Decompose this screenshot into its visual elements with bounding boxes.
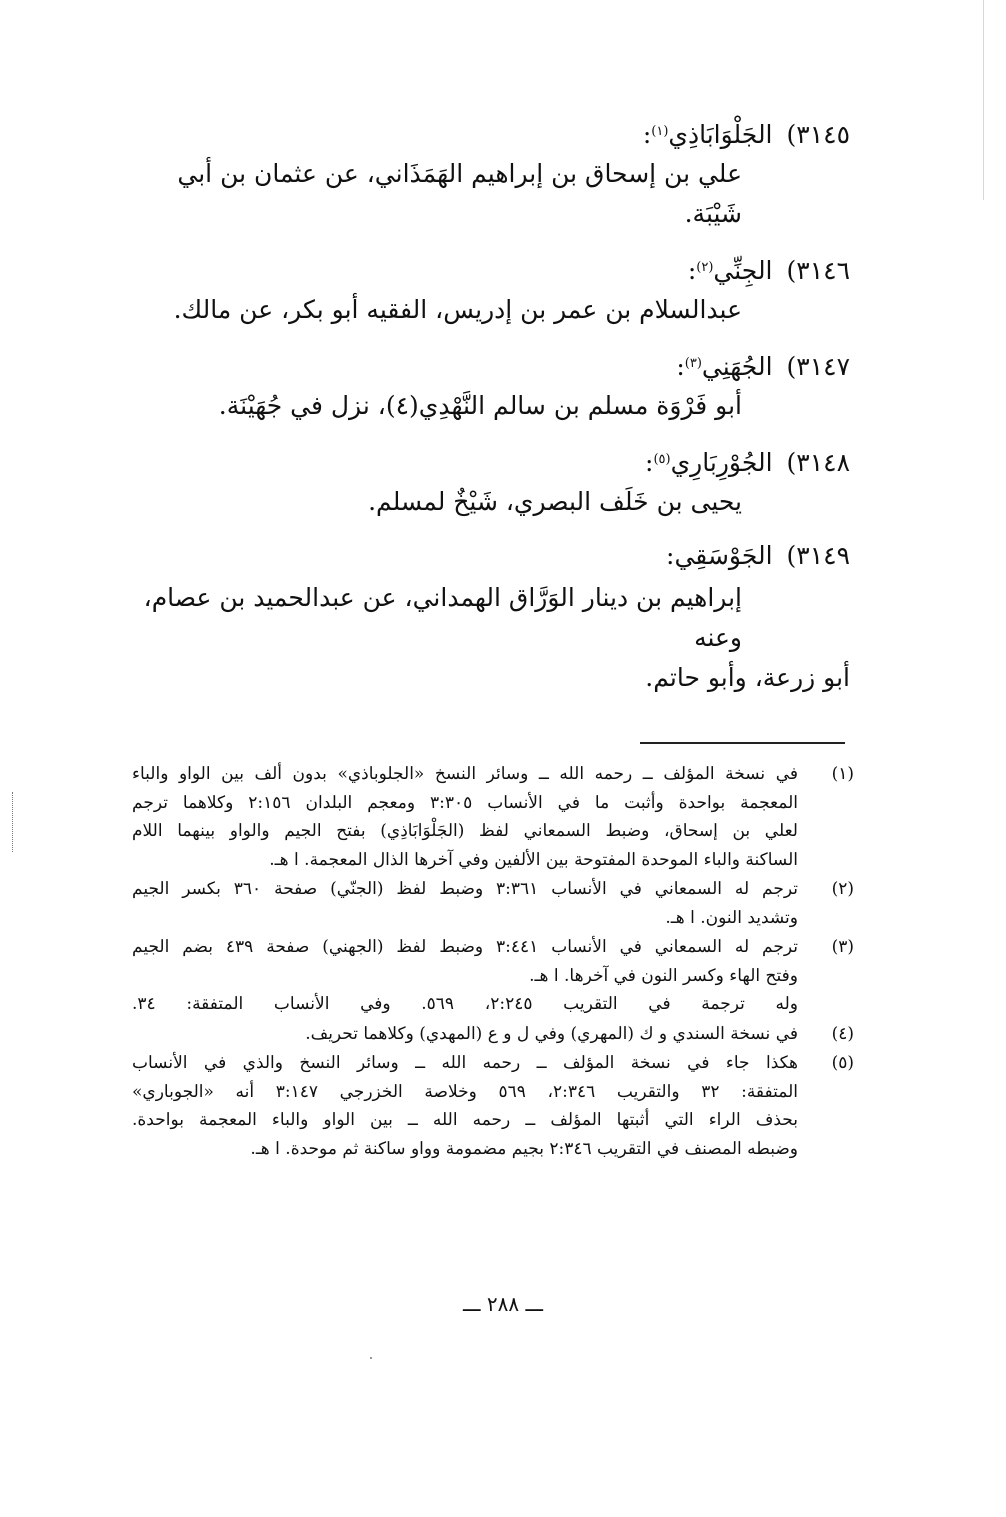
scan-speck: [370, 1357, 372, 1359]
entry-heading-3146: [120, 246, 850, 290]
footnote-line: في نسخة السندي و ك (المهري) وفي ل و ع (المهدي) وكلاهما تحريف.: [305, 1023, 798, 1044]
entry-number: ٣١٤٦): [786, 256, 850, 285]
main-text: [120, 110, 850, 710]
footnote-ref: (٢): [696, 260, 714, 275]
entry-body-3149: [120, 578, 850, 698]
entry-body-line: إبراهيم بن دينار الوَرَّاق الهمداني، عن عبدالحميد بن عصام، وعنه: [143, 583, 742, 652]
entry-body-3148: يحيى بن خَلَف البصري، شَيْخٌ لمسلم.: [368, 487, 742, 516]
entry-name: الجُوْرِبَارِي: [670, 448, 773, 477]
entry-colon: :: [666, 541, 675, 570]
footnote-line: وتشديد النون. ا هـ.: [665, 907, 798, 928]
footnote-line: لعلي بن إسحاق، وضبط السمعاني لفظ (الجَلْوَابَاذِي) بفتح الجيم والواو بينهما اللام: [132, 821, 798, 841]
entry-colon: :: [642, 120, 652, 149]
footnote-mark: (٢): [831, 879, 854, 899]
entry-heading-3147: [120, 342, 850, 386]
entry-name: الجَوْسَقِي: [674, 541, 773, 570]
entry-number: ٣١٤٨): [786, 448, 850, 477]
entry-colon: :: [687, 256, 697, 285]
footnote-2: [132, 875, 854, 932]
entry-body-3145: علي بن إسحاق بن إبراهيم الهَمَذَاني، عن عثمان بن أبي شَيْبَة.: [177, 159, 742, 228]
entry-name: الجُهَنِي: [701, 352, 773, 381]
entry-colon: :: [676, 352, 685, 381]
entry-heading-3149: [120, 534, 850, 578]
footnote-line: هكذا جاء في نسخة المؤلف ــ رحمه الله ــ وسائر النسخ والذي في الأنساب: [132, 1053, 798, 1073]
footnote-line: ترجم له السمعاني في الأنساب ٣:٣٦١ وضبط لفظ (الجنّي) صفحة ٣٦٠ بكسر الجيم: [132, 879, 798, 899]
footnote-mark: (٤): [831, 1023, 854, 1044]
entry-colon: :: [645, 448, 654, 477]
footnote-mark: (٥): [831, 1053, 854, 1073]
footnote-3: [132, 933, 854, 1019]
entry-heading-3148: [120, 438, 850, 482]
footnote-ref: (١): [651, 124, 669, 139]
entry-number: ٣١٤٩): [786, 541, 850, 570]
page-number: ـــ ٢٨٨ ـــ: [462, 1292, 544, 1316]
entry-body-3147: أبو فَرْوَة مسلم بن سالم النَّهْدِي(٤)، نزل في جُهَيْنَة.: [218, 391, 742, 420]
footnote-separator: [640, 742, 845, 744]
scan-edge-line: [983, 0, 984, 200]
footnote-line: وضبطه المصنف في التقريب ٢:٣٤٦ بجيم مضمومة وواو ساكنة ثم موحدة. ا هـ.: [250, 1138, 798, 1159]
entry-body-line: أبو زرعة، وأبو حاتم.: [645, 663, 850, 692]
entry-heading-3145: [120, 110, 850, 154]
footnote-mark: (٣): [831, 937, 854, 957]
footnote-line: بحذف الراء التي أثبتها المؤلف ــ رحمه الله ــ بين الواو والباء المعجمة بواحدة.: [132, 1110, 798, 1130]
footnote-line: الساكنة والباء الموحدة المفتوحة بين الألفين وفي آخرها الذال المعجمة. ا هـ.: [269, 849, 798, 870]
footnote-ref: (٥): [653, 452, 671, 467]
footnote-line: المتفقة: ٣٢ والتقريب ٢:٣٤٦، ٥٦٩ وخلاصة الخزرجي ٣:١٤٧ أنه «الجوباري»: [132, 1081, 798, 1102]
scan-edge-mark: [12, 792, 14, 852]
entry-body-3146: عبدالسلام بن عمر بن إدريس، الفقيه أبو بكر، عن مالك.: [173, 295, 742, 324]
footnote-5: [132, 1049, 854, 1163]
footnote-line: ترجم له السمعاني في الأنساب ٣:٤٤١ وضبط لفظ (الجهني) صفحة ٤٣٩ بضم الجيم: [132, 937, 798, 957]
footnote-mark: (١): [831, 764, 854, 784]
entry-number: ٣١٤٧): [786, 352, 850, 381]
footnote-1: [132, 760, 854, 874]
entry-name: الجَلْوَابَاذِي: [668, 120, 773, 149]
footnotes: [132, 760, 854, 1164]
footnote-4: [132, 1020, 854, 1049]
entry-number: ٣١٤٥): [786, 120, 850, 149]
footnote-line: المعجمة بواحدة وأثبت ما في الأنساب ٣:٣٠٥ ومعجم البلدان ٢:١٥٦ وكلاهما ترجم: [132, 792, 798, 813]
footnote-line: وله ترجمة في التقريب ٢:٢٤٥، ٥٦٩. وفي الأنساب المتفقة: ٣٤.: [132, 994, 798, 1014]
entry-name: الجِنِّي: [713, 256, 773, 285]
footnote-line: في نسخة المؤلف ــ رحمه الله ــ وسائر النسخ «الجلوباذي» بدون ألف بين الواو والباء: [132, 764, 798, 784]
footnote-line: وفتح الهاء وكسر النون في آخرها. ا هـ.: [529, 965, 798, 986]
footnote-ref: (٣): [684, 356, 702, 371]
